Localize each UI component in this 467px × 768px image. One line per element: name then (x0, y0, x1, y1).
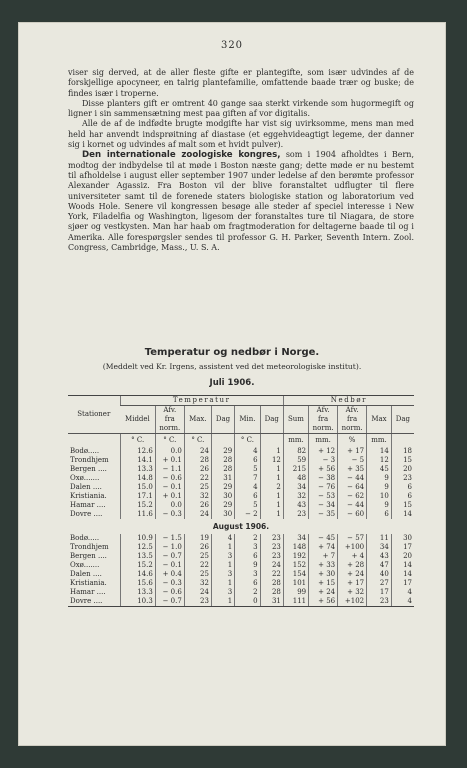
header-sum: Sum (283, 406, 308, 434)
table-cell: 28 (211, 465, 234, 474)
table-cell: 0.0 (155, 447, 184, 456)
table-cell: 17 (391, 543, 414, 552)
table-cell: 1 (260, 510, 283, 519)
table-row (68, 483, 414, 492)
table-cell: 28 (260, 588, 283, 597)
weather-table (68, 395, 414, 607)
table-cell: 43 (367, 552, 392, 561)
table-cell: 9 (367, 501, 392, 510)
table-cell: 23 (260, 543, 283, 552)
table-cell: 47 (367, 561, 392, 570)
table-cell: 31 (260, 597, 283, 607)
table-cell: 15.2 (120, 561, 155, 570)
table-cell: − 0.7 (155, 552, 184, 561)
table-cell: 3 (235, 543, 260, 552)
paragraph-1: viser sig derved, at de aller fleste gifte er plantegifte, som især udvindes af de forskjellige apocyneer, en talrig plantefamilie, omfattende baade trær og buske; de findes især i troperne. (68, 68, 414, 98)
article-body (68, 68, 414, 253)
table-cell: − 35 (309, 510, 338, 519)
table-cell: 7 (235, 474, 260, 483)
table-cell: 1 (260, 492, 283, 501)
table-cell: 6 (235, 579, 260, 588)
table-cell: 43 (283, 501, 308, 510)
table-cell: 17.1 (120, 492, 155, 501)
month-juli: Juli 1906. (209, 378, 255, 388)
table-cell: 5 (235, 501, 260, 510)
table-cell: 15 (391, 456, 414, 465)
weather-subtitle: (Meddelt ved Kr. Irgens, assistent ved det meteorologiske institut). (102, 362, 362, 371)
table-cell: 11 (367, 534, 392, 543)
station-name: Bergen .... (70, 465, 107, 473)
header-dag-nedbor: Dag (391, 406, 414, 434)
table-cell: − 3 (309, 456, 338, 465)
table-cell: 23 (283, 510, 308, 519)
table-cell: 28 (184, 456, 211, 465)
table-cell: 111 (283, 597, 308, 607)
table-cell: 32 (184, 579, 211, 588)
table-cell: − 0.3 (155, 510, 184, 519)
table-cell: 15.2 (120, 501, 155, 510)
table-cell: 27 (367, 579, 392, 588)
table-row (68, 492, 414, 501)
congress-heading: Den internationale zoologiske kongres, (82, 150, 281, 161)
table-row (68, 465, 414, 474)
table-cell: − 44 (338, 474, 367, 483)
table-cell: 10 (367, 492, 392, 501)
header-max-nedbor: Max (367, 406, 392, 434)
table-cell: 3 (211, 570, 234, 579)
header-min: Min. (235, 406, 260, 434)
table-cell: − 1.5 (155, 534, 184, 543)
table-cell: − 0.6 (155, 588, 184, 597)
page-number: 320 (220, 40, 244, 51)
table-cell: 34 (283, 534, 308, 543)
unit-cell (391, 434, 414, 448)
table-cell: − 2 (235, 510, 260, 519)
table-cell: 13.3 (120, 588, 155, 597)
table-cell: 215 (283, 465, 308, 474)
table-cell: 24 (184, 588, 211, 597)
table-cell: − 53 (309, 492, 338, 501)
table-cell: 152 (283, 561, 308, 570)
header-max: Max. (184, 406, 211, 434)
table-row (68, 501, 414, 510)
unit-cell (260, 434, 283, 448)
unit-cell: mm. (309, 434, 338, 448)
table-cell: 1 (260, 447, 283, 456)
table-cell: 40 (367, 570, 392, 579)
table-cell: 32 (283, 492, 308, 501)
unit-cell (211, 434, 234, 448)
table-cell: + 35 (338, 465, 367, 474)
table-cell: 22 (260, 570, 283, 579)
unit-cell: ° C. (155, 434, 184, 448)
station-name: Trondhjem (70, 543, 109, 551)
header-afv-mm: Afv. fra norm. (309, 406, 338, 434)
header-nedbor: Nedbør (283, 396, 414, 406)
table-cell: 14 (391, 570, 414, 579)
table-cell: 1 (211, 561, 234, 570)
table-cell: 34 (283, 483, 308, 492)
table-cell: 82 (283, 447, 308, 456)
table-cell: − 1.0 (155, 543, 184, 552)
paragraph-4 (68, 150, 414, 253)
table-cell: 32 (184, 492, 211, 501)
table-cell: 2 (260, 483, 283, 492)
table-cell: 45 (367, 465, 392, 474)
unit-cell: ° C. (235, 434, 260, 448)
station-name: Bergen .... (70, 552, 107, 560)
paragraph-2: Disse planters gift er omtrent 40 gange saa sterkt virkende som hugormegift og ligner i sin sammensætning mest paa giften af vor digitalis. (68, 98, 414, 119)
station-name: Dalen .... (70, 483, 102, 491)
table-cell: 25 (184, 552, 211, 561)
table-cell: 48 (283, 474, 308, 483)
table-cell: 23 (367, 597, 392, 607)
table-cell: − 44 (338, 501, 367, 510)
table-cell: 14.6 (120, 570, 155, 579)
table-cell: 0 (235, 597, 260, 607)
table-cell: +100 (338, 543, 367, 552)
table-cell: + 0.1 (155, 492, 184, 501)
header-middel: Middel (120, 406, 155, 434)
station-name: Bodø..... (70, 534, 100, 542)
unit-cell: ° C. (184, 434, 211, 448)
table-cell: − 62 (338, 492, 367, 501)
month-separator (68, 519, 414, 534)
table-cell: 25 (184, 570, 211, 579)
table-cell: − 64 (338, 483, 367, 492)
table-cell: − 60 (338, 510, 367, 519)
table-cell: 59 (283, 456, 308, 465)
table-cell: 5 (235, 465, 260, 474)
table-cell: 23 (260, 534, 283, 543)
table-row (68, 510, 414, 519)
table-cell: 6 (391, 492, 414, 501)
table-cell: 29 (211, 501, 234, 510)
header-afv: Afv. fra norm. (155, 406, 184, 434)
table-cell: − 57 (338, 534, 367, 543)
station-name: Kristiania. (70, 492, 107, 500)
table-cell: + 4 (338, 552, 367, 561)
table-cell: + 0.4 (155, 570, 184, 579)
station-name: Dalen .... (70, 570, 102, 578)
table-cell: 26 (184, 501, 211, 510)
table-cell: 13.5 (120, 552, 155, 561)
table-cell: 14.8 (120, 474, 155, 483)
table-row (68, 588, 414, 597)
table-cell: 12 (260, 456, 283, 465)
table-cell: 30 (211, 492, 234, 501)
table-cell: 192 (283, 552, 308, 561)
table-cell: 12.6 (120, 447, 155, 456)
table-cell: 17 (367, 588, 392, 597)
table-cell: 6 (367, 510, 392, 519)
table-cell: 22 (184, 474, 211, 483)
station-name: Dovre .... (70, 510, 103, 518)
table-cell: 12.5 (120, 543, 155, 552)
table-cell: 29 (211, 447, 234, 456)
table-cell: 24 (184, 510, 211, 519)
table-cell: 3 (235, 570, 260, 579)
table-cell: 15.6 (120, 579, 155, 588)
table-cell: 26 (184, 465, 211, 474)
table-cell: + 32 (338, 588, 367, 597)
header-dag: Dag (211, 406, 234, 434)
table-row (68, 534, 414, 543)
table-cell: 154 (283, 570, 308, 579)
table-cell: + 33 (309, 561, 338, 570)
table-cell: − 0.6 (155, 474, 184, 483)
table-row (68, 597, 414, 607)
table-cell: 4 (391, 597, 414, 607)
table-cell: 31 (211, 474, 234, 483)
table-cell: − 38 (309, 474, 338, 483)
table-cell: 1 (260, 474, 283, 483)
table-cell: − 0.7 (155, 597, 184, 607)
table-cell: 9 (235, 561, 260, 570)
weather-table-body (68, 434, 414, 607)
table-cell: + 12 (309, 447, 338, 456)
table-cell: + 28 (338, 561, 367, 570)
table-cell: 14 (391, 510, 414, 519)
unit-cell: ° C. (120, 434, 155, 448)
table-cell: 22 (184, 561, 211, 570)
table-cell: 24 (260, 561, 283, 570)
paragraph-4-text: som i 1904 afholdtes i Bern, modtog der indbydelse til at møde i Boston næste gang; dette møde er nu bestemt til afholdelse i august eller september 1907 under ledelse af den berømte professor Alexander Agassiz. Fra Boston vil der blive foranstaltet udflugter til flere universiteter samt til de forenede staters biologiske station og laboratorium ved Woods Hole. Senere vil kongressen besøge alle steder af speciel interesse i New York, Filadelfia og Washington, ligesom der foranstaltes ture til Niagara, de store sjøer og vestkysten. Man har haab om fragtmoderation for deltagerne baade til og i Amerika. Alle forespørgsler sendes til professor G. H. Parker, Seventh Intern. Zool. Congress, Cambridge, Mass., U. S. A. (68, 150, 414, 253)
station-name: Oxø....... (70, 474, 100, 482)
table-cell: 4 (211, 534, 234, 543)
unit-cell: % (338, 434, 367, 448)
units-row (68, 434, 414, 448)
table-cell: 20 (391, 465, 414, 474)
header-dag: Dag (260, 406, 283, 434)
table-cell: 1 (211, 597, 234, 607)
table-cell: 1 (211, 579, 234, 588)
table-cell: 9 (367, 474, 392, 483)
table-cell: 4 (391, 588, 414, 597)
table-cell: 99 (283, 588, 308, 597)
table-cell: 29 (211, 483, 234, 492)
table-cell: 3 (211, 552, 234, 561)
table-cell: + 17 (338, 579, 367, 588)
table-cell: 1 (211, 543, 234, 552)
table-cell: 10.3 (120, 597, 155, 607)
table-cell: 34 (367, 543, 392, 552)
table-cell: 6 (235, 552, 260, 561)
table-cell: + 56 (309, 597, 338, 607)
station-name: Bodø..... (70, 447, 100, 455)
table-cell: 0.0 (155, 501, 184, 510)
table-cell: 12 (367, 456, 392, 465)
station-name: Hamar .... (70, 501, 106, 509)
station-name: Kristiania. (70, 579, 107, 587)
table-cell: 23 (184, 597, 211, 607)
table-cell: 26 (184, 543, 211, 552)
table-row (68, 579, 414, 588)
table-cell: + 24 (309, 588, 338, 597)
table-cell: 18 (391, 447, 414, 456)
table-row (68, 552, 414, 561)
weather-title: Temperatur og nedbør i Norge. (144, 347, 320, 358)
table-row (68, 456, 414, 465)
table-cell: − 34 (309, 501, 338, 510)
table-cell: 10.9 (120, 534, 155, 543)
table-cell: +102 (338, 597, 367, 607)
table-row (68, 543, 414, 552)
table-cell: 9 (367, 483, 392, 492)
table-cell: 148 (283, 543, 308, 552)
table-row (68, 570, 414, 579)
table-cell: 6 (235, 492, 260, 501)
table-cell: 28 (260, 579, 283, 588)
table-cell: + 7 (309, 552, 338, 561)
table-cell: 1 (260, 501, 283, 510)
table-cell: + 15 (309, 579, 338, 588)
table-cell: 14 (391, 561, 414, 570)
table-row (68, 447, 414, 456)
table-cell: 6 (391, 483, 414, 492)
table-cell: 15 (391, 501, 414, 510)
table-cell: − 0.3 (155, 579, 184, 588)
station-name: Oxø....... (70, 561, 100, 569)
table-cell: − 45 (309, 534, 338, 543)
table-cell: 20 (391, 552, 414, 561)
unit-cell: mm. (367, 434, 392, 448)
table-cell: 13.3 (120, 465, 155, 474)
table-cell: 23 (260, 552, 283, 561)
table-cell: 1 (260, 465, 283, 474)
table-cell: 4 (235, 483, 260, 492)
table-cell: 28 (211, 456, 234, 465)
table-cell: 101 (283, 579, 308, 588)
table-cell: + 17 (338, 447, 367, 456)
table-cell: 2 (235, 534, 260, 543)
table-cell: + 30 (309, 570, 338, 579)
table-cell: 6 (235, 456, 260, 465)
table-cell: 17 (391, 579, 414, 588)
book-page (18, 22, 446, 746)
table-cell: − 0.1 (155, 483, 184, 492)
station-name: Dovre .... (68, 597, 120, 607)
month-august: August 1906. (212, 522, 270, 531)
unit-cell: mm. (283, 434, 308, 448)
header-temperatur: Temperatur (120, 396, 283, 406)
table-cell: 2 (235, 588, 260, 597)
table-cell: + 0.1 (155, 456, 184, 465)
table-row (68, 474, 414, 483)
table-cell: 4 (235, 447, 260, 456)
table-cell: 19 (184, 534, 211, 543)
table-cell: + 56 (309, 465, 338, 474)
table-cell: 14.1 (120, 456, 155, 465)
header-stationer: Stationer (68, 396, 120, 434)
table-cell: 30 (211, 510, 234, 519)
table-cell: 14 (367, 447, 392, 456)
table-cell: + 74 (309, 543, 338, 552)
table-cell: − 76 (309, 483, 338, 492)
paragraph-3: Alle de af de indfødte brugte modgifte har vist sig uvirksomme, mens man med held har anvendt indsprøitning af diastase (et eggehvideagtigt legeme, der danner sig i kornet og udvindes af malt som et hvidt pulver). (68, 119, 414, 150)
table-cell: 3 (211, 588, 234, 597)
table-cell: 24 (184, 447, 211, 456)
table-cell: − 1.1 (155, 465, 184, 474)
table-row (68, 561, 414, 570)
table-cell: − 5 (338, 456, 367, 465)
table-cell: + 24 (338, 570, 367, 579)
table-cell: − 0.1 (155, 561, 184, 570)
table-cell: 15.0 (120, 483, 155, 492)
table-cell: 30 (391, 534, 414, 543)
station-name: Hamar .... (70, 588, 106, 596)
station-name: Trondhjem (70, 456, 109, 464)
header-afv-pct: Afv. fra norm. (338, 406, 367, 434)
table-cell: 25 (184, 483, 211, 492)
table-cell: 11.6 (120, 510, 155, 519)
table-cell: 23 (391, 474, 414, 483)
